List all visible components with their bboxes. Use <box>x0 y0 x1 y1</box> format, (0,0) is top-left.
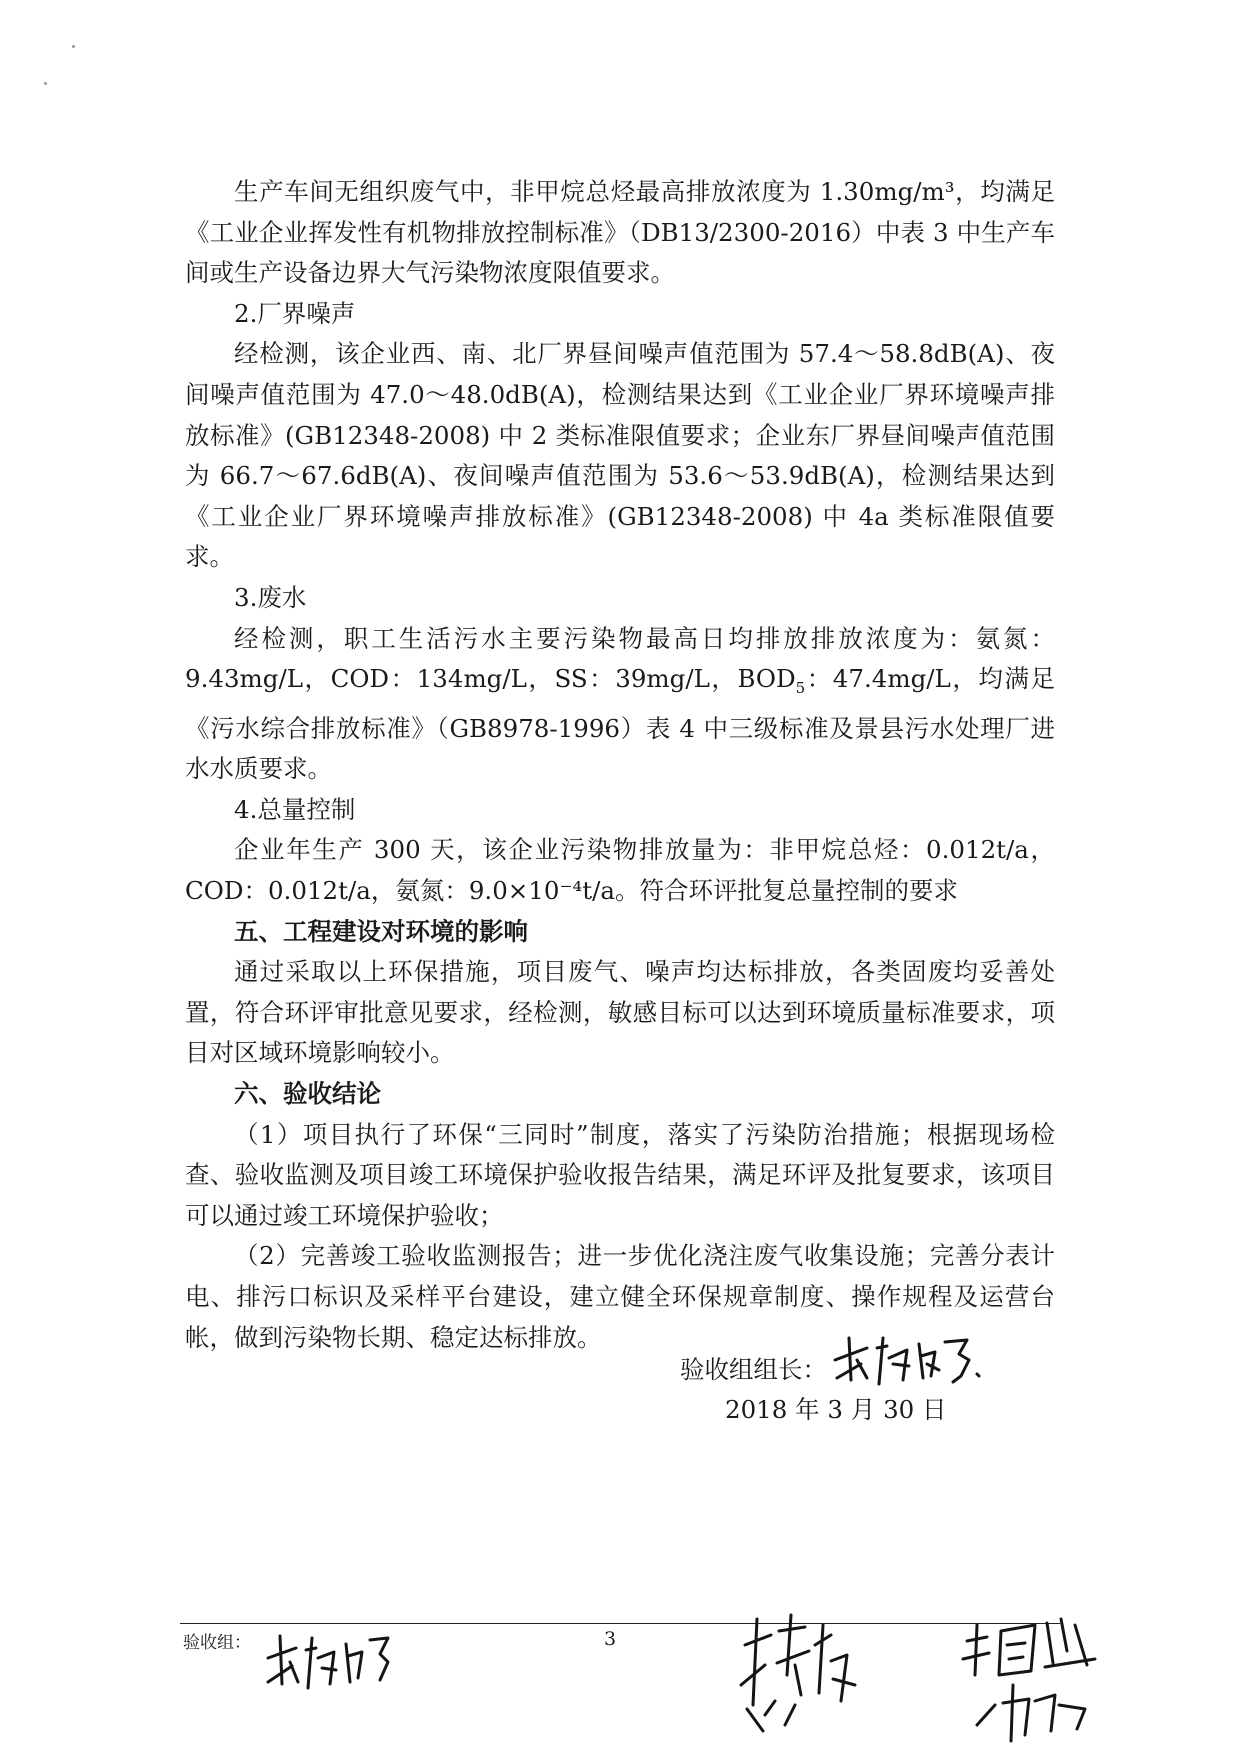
signoff-date: 2018 年 3 月 30 日 <box>725 1395 947 1424</box>
paragraph-noise: 经检测，该企业西、南、北厂界昼间噪声值范围为 57.4～58.8dB(A)、夜间噪声值范围为 47.0～48.0dB(A)，检测结果达到《工业企业厂界环境噪声排放标准》(GB12348-2008) 中 2 类标准限值要求；企业东厂界昼间噪声值范围为 66.7～67.6dB(A)、夜间噪声值范围为 53.6～53.9dB(A)，检测结果达到《工业企业厂界环境噪声排放标准》(GB12348-2008) 中 4a 类标准限值要求。 <box>185 339 1055 572</box>
wastewater-text-a: 经检测，职工生活污水主要污染物最高日均排放排放浓度为：氨氮：9.43mg/L，COD：134mg/L，SS：39mg/L，BOD <box>185 623 1055 694</box>
scan-speck <box>44 82 47 85</box>
paragraph-total-control: 企业年生产 300 天，该企业污染物排放量为：非甲烷总烃：0.012t/a，COD：0.012t/a，氨氮：9.0×10⁻⁴t/a。符合环评批复总量控制的要求 <box>185 835 1055 905</box>
signoff-block <box>680 1330 987 1430</box>
paragraph-conclusion-1: （1）项目执行了环保“三同时”制度，落实了污染防治措施；根据现场检查、验收监测及项目竣工环境保护验收报告结果，满足环评及批复要求，该项目可以通过竣工环境保护验收； <box>185 1119 1055 1230</box>
paragraph-wastewater <box>185 619 1055 790</box>
leader-label: 验收组组长： <box>680 1355 827 1384</box>
group-signature-3 <box>955 1605 1105 1745</box>
acceptance-group-label: 验收组： <box>183 1633 251 1653</box>
leader-signature <box>827 1330 987 1390</box>
heading-total-control: 4.总量控制 <box>234 794 356 824</box>
paragraph-conclusion-2: （2）完善竣工验收监测报告；进一步优化浇注废气收集设施；完善分表计电、排污口标识及采样平台建设，建立健全环保规章制度、操作规程及运营台帐，做到污染物长期、稳定达标排放。 <box>185 1241 1055 1352</box>
wastewater-text-b: ：47.4mg/L，均满足《污水综合排放标准》（GB8978-1996）表 4 中三级标准及景县污水处理厂进水水质要求。 <box>185 664 1055 784</box>
heading-section-5: 五、工程建设对环境的影响 <box>234 916 528 946</box>
paragraph-section-5: 通过采取以上环保措施，项目废气、噪声均达标排放，各类固废均妥善处置，符合环评审批意见要求，经检测，敏感目标可以达到环境质量标准要求，项目对区域环境影响较小。 <box>185 957 1055 1068</box>
page-number: 3 <box>604 1628 617 1650</box>
group-signature-1 <box>262 1628 392 1698</box>
heading-noise: 2.厂界噪声 <box>234 298 356 328</box>
heading-section-6: 六、验收结论 <box>234 1078 381 1108</box>
document-body <box>185 172 1055 1358</box>
footer-rule <box>180 1623 1060 1624</box>
heading-wastewater: 3.废水 <box>234 582 307 612</box>
group-signature-2 <box>735 1605 875 1735</box>
paragraph-emissions: 生产车间无组织废气中，非甲烷总烃最高排放浓度为 1.30mg/m³，均满足《工业企业挥发性有机物排放控制标准》（DB13/2300-2016）中表 3 中生产车间或生产设备边界大气污染物浓度限值要求。 <box>185 177 1055 288</box>
scan-speck <box>72 45 75 48</box>
bod-subscript: 5 <box>795 679 806 698</box>
